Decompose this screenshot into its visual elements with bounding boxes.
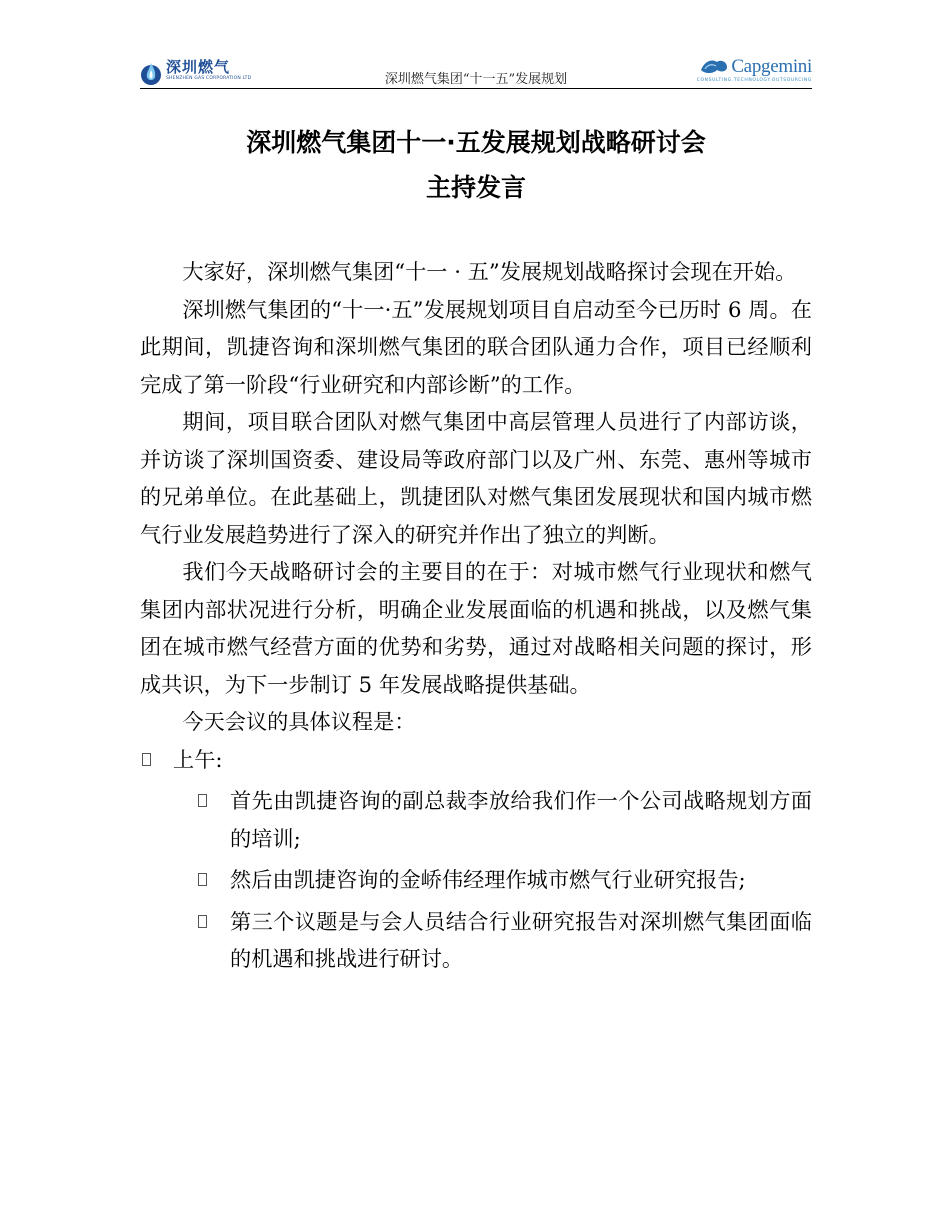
list-item — [140, 903, 812, 978]
paragraph: 今天会议的具体议程是： — [182, 709, 416, 734]
paragraph: 深圳燃气集团的“十一·五”发展规划项目自启动至今已历时 6 周。在此期间，凯捷咨询和深圳燃气集团的联合团队通力合作，项目已经顺利完成了第一阶段“行业研究和内部诊断”的工作。 — [140, 296, 812, 397]
header-title: 深圳燃气集团“十一五”发展规划 — [384, 72, 568, 87]
agenda-section — [140, 741, 812, 779]
agenda-item-text: 然后由凯捷咨询的金峤伟经理作城市燃气行业研究报告; — [230, 867, 746, 892]
list-item — [140, 782, 812, 857]
bullet-icon — [142, 753, 151, 766]
bullet-icon — [198, 915, 207, 928]
agenda-heading: 上午: — [173, 746, 223, 772]
logo-text-cn: 深圳燃气 — [166, 58, 231, 76]
document-body — [140, 253, 812, 978]
logo-text-en: SHENZHEN GAS CORPORATION LTD — [166, 76, 252, 81]
page-header — [140, 56, 812, 89]
document-subtitle: 主持发言 — [425, 173, 526, 202]
list-item — [140, 861, 812, 899]
paragraph: 我们今天战略研讨会的主要目的在于：对城市燃气行业现状和燃气集团内部状况进行分析，明确企业发展面临的机遇和挑战，以及燃气集团在城市燃气经营方面的优势和劣势，通过对战略相关问题的探讨，形成共识，为下一步制订 5 年发展战略提供基础。 — [140, 559, 812, 697]
document-title: 深圳燃气集团十一·五发展规划战略研讨会 — [246, 128, 706, 157]
bullet-icon — [198, 873, 207, 886]
spade-icon — [699, 58, 729, 76]
agenda-item-text: 第三个议题是与会人员结合行业研究报告对深圳燃气集团面临的机遇和挑战进行研讨。 — [230, 908, 812, 971]
bullet-icon — [198, 794, 207, 807]
paragraph: 期间，项目联合团队对燃气集团中高层管理人员进行了内部访谈，并访谈了深圳国资委、建设局等政府部门以及广州、东莞、惠州等城市的兄弟单位。在此基础上，凯捷团队对燃气集团发展现状和国内城市燃气行业发展趋势进行了深入的研究并作出了独立的判断。 — [140, 409, 812, 547]
paragraph: 大家好，深圳燃气集团“十一 · 五”发展规划战略探讨会现在开始。 — [182, 259, 797, 284]
capgemini-wordmark: Capgemini — [731, 56, 812, 77]
capgemini-logo — [690, 56, 812, 86]
agenda-item-text: 首先由凯捷咨询的副总裁李放给我们作一个公司战略规划方面的培训; — [230, 788, 812, 851]
capgemini-tagline: CONSULTING.TECHNOLOGY.OUTSOURCING — [696, 78, 812, 83]
